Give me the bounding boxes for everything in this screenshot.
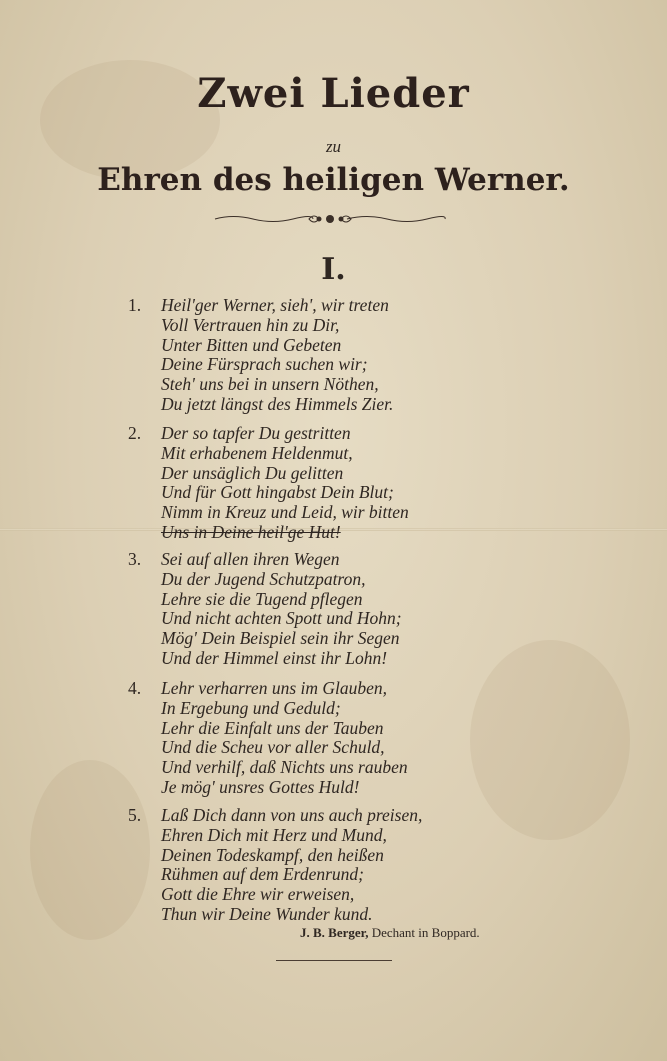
stanza-line: Je mög' unsres Gottes Huld! bbox=[161, 776, 360, 797]
stanza-1 bbox=[128, 296, 528, 415]
section-numeral: I. bbox=[321, 252, 346, 287]
stanza-number: 3. bbox=[128, 549, 142, 569]
ornament-divider-icon bbox=[213, 210, 447, 228]
stanza-line: 5. Laß Dich dann von uns auch preisen, bbox=[128, 805, 423, 825]
stanza-line: Du jetzt längst des Himmels Zier. bbox=[161, 393, 394, 414]
stanza-line: Und die Scheu vor aller Schuld, bbox=[161, 737, 385, 758]
stanza-line-struck: Uns in Deine heil'ge Hut! bbox=[161, 521, 341, 542]
stanza-line: In Ergebung und Geduld; bbox=[161, 697, 341, 718]
stanza-line: Thun wir Deine Wunder kund. bbox=[161, 903, 373, 924]
stanza-line: Deinen Todeskampf, den heißen bbox=[161, 844, 384, 865]
stanza-line: 2. Der so tapfer Du gestritten bbox=[128, 423, 351, 443]
stanza-line: Und nicht achten Spott und Hohn; bbox=[161, 608, 402, 629]
stanza-line: Lehr die Einfalt uns der Tauben bbox=[161, 717, 384, 738]
stanza-5 bbox=[128, 806, 528, 925]
stanza-line: Und der Himmel einst ihr Lohn! bbox=[161, 647, 388, 668]
stanza-line: 1. Heil'ger Werner, sieh', wir treten bbox=[128, 295, 389, 315]
stanza-line: Lehre sie die Tugend pflegen bbox=[161, 588, 363, 609]
closing-rule bbox=[276, 960, 392, 961]
signature bbox=[300, 925, 480, 941]
stanza-line: Und verhilf, daß Nichts uns rauben bbox=[161, 757, 408, 778]
stanza-line: 4. Lehr verharren uns im Glauben, bbox=[128, 678, 388, 698]
stanza-number: 4. bbox=[128, 678, 142, 698]
signature-author: J. B. Berger, bbox=[300, 925, 369, 940]
stanza-line: Deine Fürsprach suchen wir; bbox=[161, 354, 368, 375]
title-connector: zu bbox=[325, 137, 342, 156]
stanza-line: Unter Bitten und Gebeten bbox=[161, 334, 342, 355]
stanza-line: Voll Vertrauen hin zu Dir, bbox=[161, 314, 340, 335]
stanza-number: 5. bbox=[128, 805, 142, 825]
stanza-line: Mög' Dein Beispiel sein ihr Segen bbox=[161, 628, 400, 649]
stanza-line: Ehren Dich mit Herz und Mund, bbox=[161, 824, 387, 845]
page-subtitle: Ehren des heiligen Werner. bbox=[97, 162, 570, 198]
stanza-number: 1. bbox=[128, 295, 142, 315]
page-title: Zwei Lieder bbox=[197, 70, 470, 117]
signature-role: Dechant in Boppard. bbox=[371, 925, 480, 940]
stanza-2 bbox=[128, 424, 528, 543]
stanza-line: Gott die Ehre wir erweisen, bbox=[161, 884, 355, 905]
stanza-line: Nimm in Kreuz und Leid, wir bitten bbox=[161, 502, 409, 523]
stanza-line: Steh' uns bei in unsern Nöthen, bbox=[161, 374, 379, 395]
stanza-line: Rühmen auf dem Erdenrund; bbox=[161, 864, 364, 885]
stanza-line: Und für Gott hingabst Dein Blut; bbox=[161, 482, 394, 503]
stanza-number: 2. bbox=[128, 423, 142, 443]
stanza-line: Der unsäglich Du gelitten bbox=[161, 462, 344, 483]
stanza-line: Mit erhabenem Heldenmut, bbox=[161, 442, 353, 463]
stanza-line: Du der Jugend Schutzpatron, bbox=[161, 568, 366, 589]
stanza-3 bbox=[128, 550, 528, 669]
stanza-line: 3. Sei auf allen ihren Wegen bbox=[128, 549, 340, 569]
stanza-4 bbox=[128, 679, 528, 798]
